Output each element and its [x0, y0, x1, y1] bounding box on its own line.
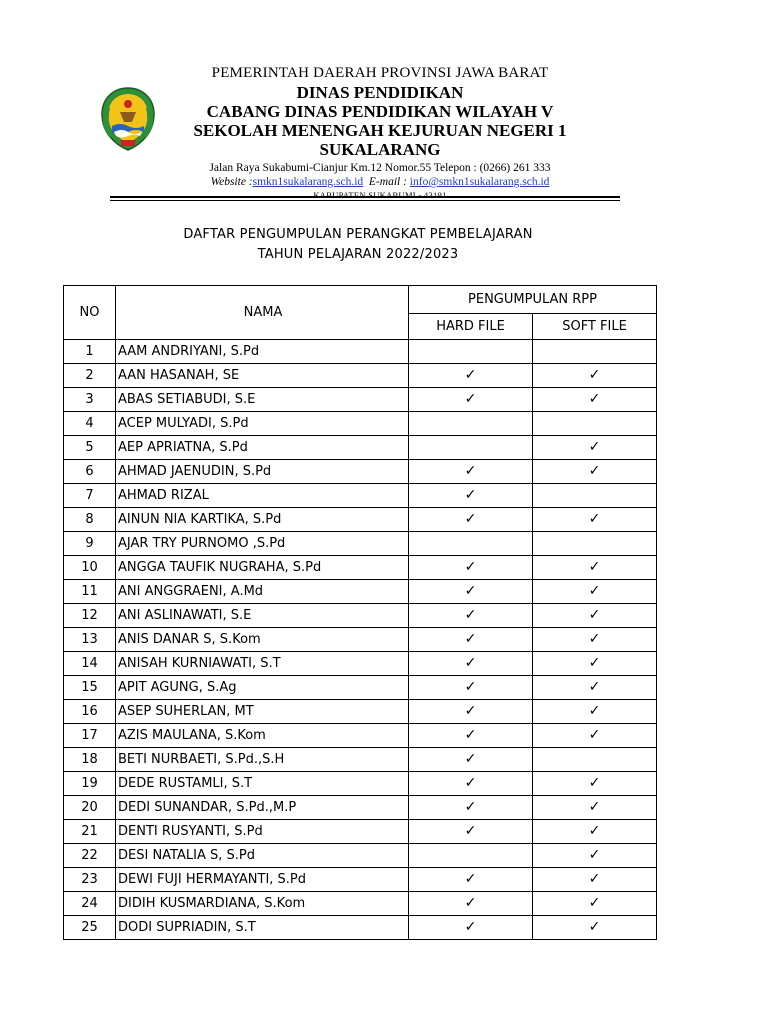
row-soft-file-check: ✓ [533, 580, 657, 604]
row-nama: ANISAH KURNIAWATI, S.T [116, 652, 409, 676]
letterhead [0, 0, 768, 205]
west-java-emblem-icon [98, 86, 158, 152]
email-link[interactable]: info@smkn1sukalarang.sch.id [409, 176, 550, 188]
row-hard-file-check: ✓ [409, 796, 533, 820]
table-row [64, 652, 657, 676]
row-soft-file-check: ✓ [533, 508, 657, 532]
table-row [64, 508, 657, 532]
row-nama: DEWI FUJI HERMAYANTI, S.Pd [116, 868, 409, 892]
school-name: SEKOLAH MENENGAH KEJURUAN NEGERI 1 [193, 121, 567, 140]
header-no: NO [64, 286, 116, 340]
row-soft-file-check [533, 532, 657, 556]
row-nama: AINUN NIA KARTIKA, S.Pd [116, 508, 409, 532]
table-row [64, 916, 657, 940]
row-no: 17 [64, 724, 116, 748]
table-body [64, 340, 657, 940]
row-soft-file-check: ✓ [533, 892, 657, 916]
row-nama: ACEP MULYADI, S.Pd [116, 412, 409, 436]
row-soft-file-check [533, 484, 657, 508]
table-row [64, 700, 657, 724]
table-row [64, 676, 657, 700]
row-no: 23 [64, 868, 116, 892]
row-hard-file-check: ✓ [409, 628, 533, 652]
row-soft-file-check: ✓ [533, 772, 657, 796]
table-row [64, 748, 657, 772]
row-nama: DEDE RUSTAMLI, S.T [116, 772, 409, 796]
table-row [64, 436, 657, 460]
row-no: 5 [64, 436, 116, 460]
row-no: 21 [64, 820, 116, 844]
row-hard-file-check [409, 340, 533, 364]
row-nama: AEP APRIATNA, S.Pd [116, 436, 409, 460]
row-hard-file-check: ✓ [409, 892, 533, 916]
row-soft-file-check [533, 748, 657, 772]
row-no: 12 [64, 604, 116, 628]
row-nama: AJAR TRY PURNOMO ,S.Pd [116, 532, 409, 556]
contact-line [170, 176, 590, 189]
table-row [64, 796, 657, 820]
row-no: 15 [64, 676, 116, 700]
row-soft-file-check: ✓ [533, 820, 657, 844]
row-no: 8 [64, 508, 116, 532]
row-soft-file-check: ✓ [533, 364, 657, 388]
school-location: SUKALARANG [319, 140, 441, 159]
row-hard-file-check: ✓ [409, 508, 533, 532]
row-soft-file-check: ✓ [533, 628, 657, 652]
row-soft-file-check: ✓ [533, 460, 657, 484]
document-title: DAFTAR PENGUMPULAN PERANGKAT PEMBELAJARAN [183, 227, 533, 242]
row-hard-file-check: ✓ [409, 556, 533, 580]
row-nama: ANI ASLINAWATI, S.E [116, 604, 409, 628]
row-nama: AHMAD RIZAL [116, 484, 409, 508]
row-no: 22 [64, 844, 116, 868]
row-no: 19 [64, 772, 116, 796]
row-soft-file-check: ✓ [533, 796, 657, 820]
row-nama: ANIS DANAR S, S.Kom [116, 628, 409, 652]
row-hard-file-check: ✓ [409, 820, 533, 844]
row-soft-file-check: ✓ [533, 604, 657, 628]
header-pengumpulan-rpp: PENGUMPULAN RPP [409, 286, 657, 314]
row-no: 1 [64, 340, 116, 364]
email-label: E-mail : [368, 176, 407, 188]
row-nama: ABAS SETIABUDI, S.E [116, 388, 409, 412]
row-nama: ANI ANGGRAENI, A.Md [116, 580, 409, 604]
government-name: PEMERINTAH DAERAH PROVINSI JAWA BARAT [211, 65, 549, 81]
row-no: 20 [64, 796, 116, 820]
row-nama: DESI NATALIA S, S.Pd [116, 844, 409, 868]
table-row [64, 412, 657, 436]
table-row [64, 484, 657, 508]
row-no: 13 [64, 628, 116, 652]
row-hard-file-check [409, 436, 533, 460]
row-nama: AAM ANDRIYANI, S.Pd [116, 340, 409, 364]
row-hard-file-check [409, 412, 533, 436]
row-no: 7 [64, 484, 116, 508]
row-nama: DENTI RUSYANTI, S.Pd [116, 820, 409, 844]
row-no: 10 [64, 556, 116, 580]
row-hard-file-check: ✓ [409, 700, 533, 724]
row-soft-file-check [533, 340, 657, 364]
row-no: 18 [64, 748, 116, 772]
table-row [64, 628, 657, 652]
table-row [64, 868, 657, 892]
row-hard-file-check: ✓ [409, 364, 533, 388]
row-hard-file-check: ✓ [409, 724, 533, 748]
row-soft-file-check: ✓ [533, 724, 657, 748]
website-label: Website : [210, 176, 253, 188]
table-row [64, 580, 657, 604]
row-hard-file-check: ✓ [409, 868, 533, 892]
row-no: 25 [64, 916, 116, 940]
row-soft-file-check: ✓ [533, 916, 657, 940]
row-hard-file-check [409, 532, 533, 556]
row-nama: BETI NURBAETI, S.Pd.,S.H [116, 748, 409, 772]
row-hard-file-check: ✓ [409, 676, 533, 700]
branch-name: CABANG DINAS PENDIDIKAN WILAYAH V [206, 102, 554, 121]
row-hard-file-check: ✓ [409, 580, 533, 604]
table-row [64, 460, 657, 484]
document-subtitle: TAHUN PELAJARAN 2022/2023 [257, 247, 459, 262]
row-no: 2 [64, 364, 116, 388]
row-no: 3 [64, 388, 116, 412]
table-row [64, 532, 657, 556]
row-nama: ANGGA TAUFIK NUGRAHA, S.Pd [116, 556, 409, 580]
school-address: Jalan Raya Sukabumi-Cianjur Km.12 Nomor.55 Telepon : (0266) 261 333 [209, 162, 551, 174]
row-soft-file-check: ✓ [533, 436, 657, 460]
row-nama: ASEP SUHERLAN, MT [116, 700, 409, 724]
region-line: KABUPATEN SUKABUMI - 43191 [313, 190, 447, 200]
table-row [64, 364, 657, 388]
row-soft-file-check: ✓ [533, 652, 657, 676]
row-hard-file-check: ✓ [409, 484, 533, 508]
table-row [64, 724, 657, 748]
row-hard-file-check [409, 844, 533, 868]
row-soft-file-check: ✓ [533, 556, 657, 580]
agency-name: DINAS PENDIDIKAN [296, 83, 464, 102]
row-soft-file-check: ✓ [533, 676, 657, 700]
table-row [64, 604, 657, 628]
row-hard-file-check: ✓ [409, 916, 533, 940]
header-soft-file: SOFT FILE [533, 314, 657, 340]
row-nama: AZIS MAULANA, S.Kom [116, 724, 409, 748]
row-no: 9 [64, 532, 116, 556]
header-hard-file: HARD FILE [409, 314, 533, 340]
row-soft-file-check: ✓ [533, 844, 657, 868]
row-no: 16 [64, 700, 116, 724]
row-soft-file-check [533, 412, 657, 436]
letterhead-text [170, 64, 590, 201]
row-nama: APIT AGUNG, S.Ag [116, 676, 409, 700]
row-hard-file-check: ✓ [409, 652, 533, 676]
row-no: 14 [64, 652, 116, 676]
row-no: 4 [64, 412, 116, 436]
table-row [64, 340, 657, 364]
letterhead-divider-thin [110, 200, 620, 201]
row-soft-file-check: ✓ [533, 388, 657, 412]
table-row [64, 388, 657, 412]
row-no: 6 [64, 460, 116, 484]
row-no: 24 [64, 892, 116, 916]
table-row [64, 556, 657, 580]
row-nama: DEDI SUNANDAR, S.Pd.,M.P [116, 796, 409, 820]
row-hard-file-check: ✓ [409, 748, 533, 772]
table-row [64, 820, 657, 844]
table-row [64, 772, 657, 796]
row-hard-file-check: ✓ [409, 460, 533, 484]
row-nama: DODI SUPRIADIN, S.T [116, 916, 409, 940]
header-nama: NAMA [116, 286, 409, 340]
row-nama: DIDIH KUSMARDIANA, S.Kom [116, 892, 409, 916]
row-soft-file-check: ✓ [533, 700, 657, 724]
row-no: 11 [64, 580, 116, 604]
row-nama: AHMAD JAENUDIN, S.Pd [116, 460, 409, 484]
row-hard-file-check: ✓ [409, 772, 533, 796]
row-soft-file-check: ✓ [533, 868, 657, 892]
rpp-collection-table [63, 285, 657, 940]
table-row [64, 892, 657, 916]
table-row [64, 844, 657, 868]
row-hard-file-check: ✓ [409, 388, 533, 412]
row-hard-file-check: ✓ [409, 604, 533, 628]
website-link[interactable]: smkn1sukalarang.sch.id [252, 176, 364, 188]
letterhead-divider-thick [110, 196, 620, 198]
row-nama: AAN HASANAH, SE [116, 364, 409, 388]
